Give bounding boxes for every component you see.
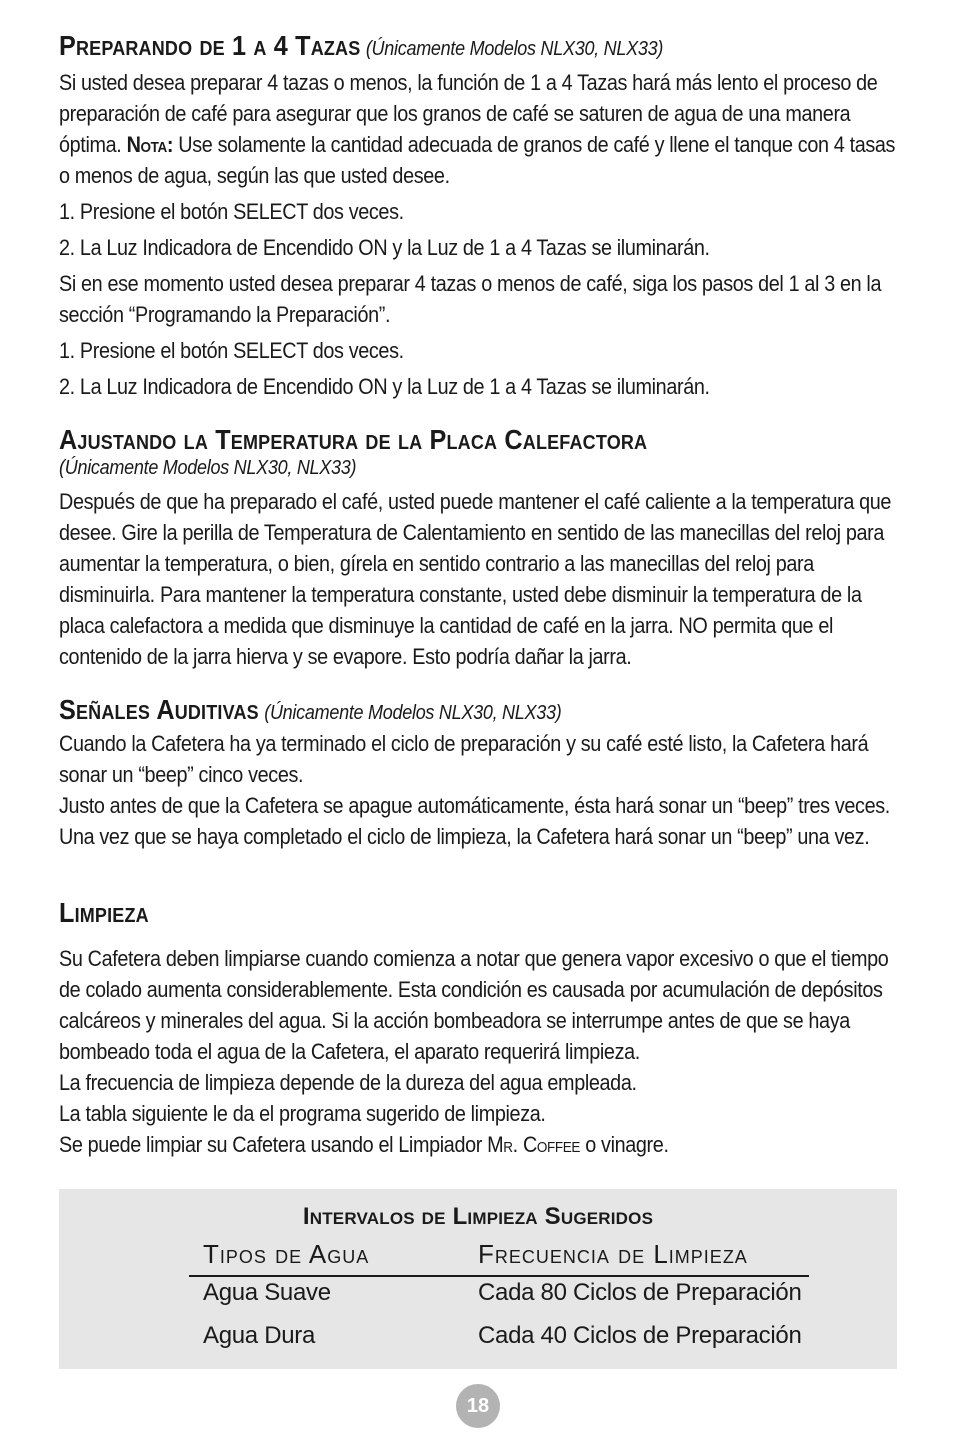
paragraph: Su Cafetera deben limpiarse cuando comienza a notar que genera vapor excesivo o que el tiempo de colado aumenta considerablemente. Esta condición es causada por acumulación de depósitos calcáreos y minerales del agua. Si la acción bombeadora se interrumpe antes de que se haya bombeado toda el agua de la Cafetera, el aparato requerirá limpieza.	[59, 946, 889, 1064]
column-header-frequency: Frecuencia de Limpieza	[478, 1239, 748, 1269]
table-cell: Agua Dura	[203, 1322, 316, 1349]
section-one-tazas	[59, 30, 730, 65]
table-cell: Cada 40 Ciclos de Preparación	[478, 1322, 802, 1349]
step-item: 1. Presione el botón SELECT dos veces.	[59, 199, 404, 224]
paragraph: Si en ese momento usted desea preparar 4 tazas o menos de café, siga los pasos del 1 al 3 en la sección “Programando la Preparación”.	[59, 271, 882, 327]
paragraph: Se puede limpiar su Cafetera usando el Limpiador Mr. Coffee o vinagre.	[59, 1132, 669, 1157]
section-note: (Únicamente Modelos NLX30, NLX33)	[59, 457, 357, 479]
brand-name: Mr. Coffee	[487, 1132, 581, 1157]
section-heading: Ajustando la Temperatura de la Placa Calefactora	[59, 424, 648, 455]
section-two-note	[59, 457, 389, 480]
cleaning-intervals-table	[59, 1189, 897, 1369]
section-heading: Limpieza	[59, 897, 149, 928]
paragraph: Cuando la Cafetera ha ya terminado el ciclo de preparación y su café esté listo, la Cafetera hará sonar un “beep” cinco veces.	[59, 731, 869, 787]
paragraph: La frecuencia de limpieza depende de la dureza del agua empleada.	[59, 1070, 637, 1095]
column-header-water-type: Tipos de Agua	[203, 1239, 370, 1269]
section-one-body	[59, 67, 954, 402]
section-heading	[59, 30, 663, 65]
step-item: 2. La Luz Indicadora de Encendido ON y la Luz de 1 a 4 Tazas se iluminarán.	[59, 374, 710, 399]
table-cell: Agua Suave	[203, 1279, 331, 1306]
section-title: Señales Auditivas	[59, 694, 259, 725]
paragraph: La tabla siguiente le da el programa sugerido de limpieza.	[59, 1101, 546, 1126]
section-two-temperatura	[59, 424, 713, 456]
note-label: Nota:	[126, 132, 174, 157]
table-title: Intervalos de Limpieza Sugeridos	[302, 1203, 654, 1230]
section-two-body	[59, 486, 954, 672]
step-item: 2. La Luz Indicadora de Encendido ON y la Luz de 1 a 4 Tazas se iluminarán.	[59, 235, 710, 260]
paragraph: Justo antes de que la Cafetera se apague automáticamente, ésta hará sonar un “beep” tres veces. Una vez que se haya completado el ciclo de limpieza, la Cafetera hará sonar un “beep” una vez.	[59, 793, 890, 849]
section-three-senales	[59, 694, 617, 729]
page-number-badge: 18	[456, 1384, 500, 1428]
step-item: 1. Presione el botón SELECT dos veces.	[59, 338, 404, 363]
section-four-body	[59, 943, 954, 1160]
table-cell: Cada 80 Ciclos de Preparación	[478, 1279, 802, 1306]
section-three-body	[59, 728, 954, 852]
section-four-limpieza	[59, 897, 159, 929]
section-note: (Únicamente Modelos NLX30, NLX33)	[365, 38, 664, 60]
paragraph: Después de que ha preparado el café, usted puede mantener el café caliente a la temperatura que desee. Gire la perilla de Temperatura de Calentamiento en sentido de las manecillas del reloj para aumentar la temperatura, o bien, gírela en sentido contrario a las manecillas del reloj para disminuirla. Para mantener la temperatura constante, usted debe disminuir la temperatura de la placa calefactora a medida que disminuye la cantidad de café en la jarra. NO permita que el contenido de la jarra hierva y se evapore. Esto podría dañar la jarra.	[59, 489, 892, 669]
intro-paragraph: Si usted desea preparar 4 tazas o menos, la función de 1 a 4 Tazas hará más lento el proceso de preparación de café para asegurar que los granos de café se saturen de agua de una manera óptima. Nota: Use solamente la cantidad adecuada de granos de café y llene el tanque con 4 tasas o menos de agua, según las que usted desee.	[59, 70, 896, 188]
section-note: (Únicamente Modelos NLX30, NLX33)	[264, 702, 562, 724]
section-title: Preparando de 1 a 4 Tazas	[59, 30, 361, 61]
header-divider	[189, 1275, 809, 1277]
section-heading	[59, 694, 561, 729]
